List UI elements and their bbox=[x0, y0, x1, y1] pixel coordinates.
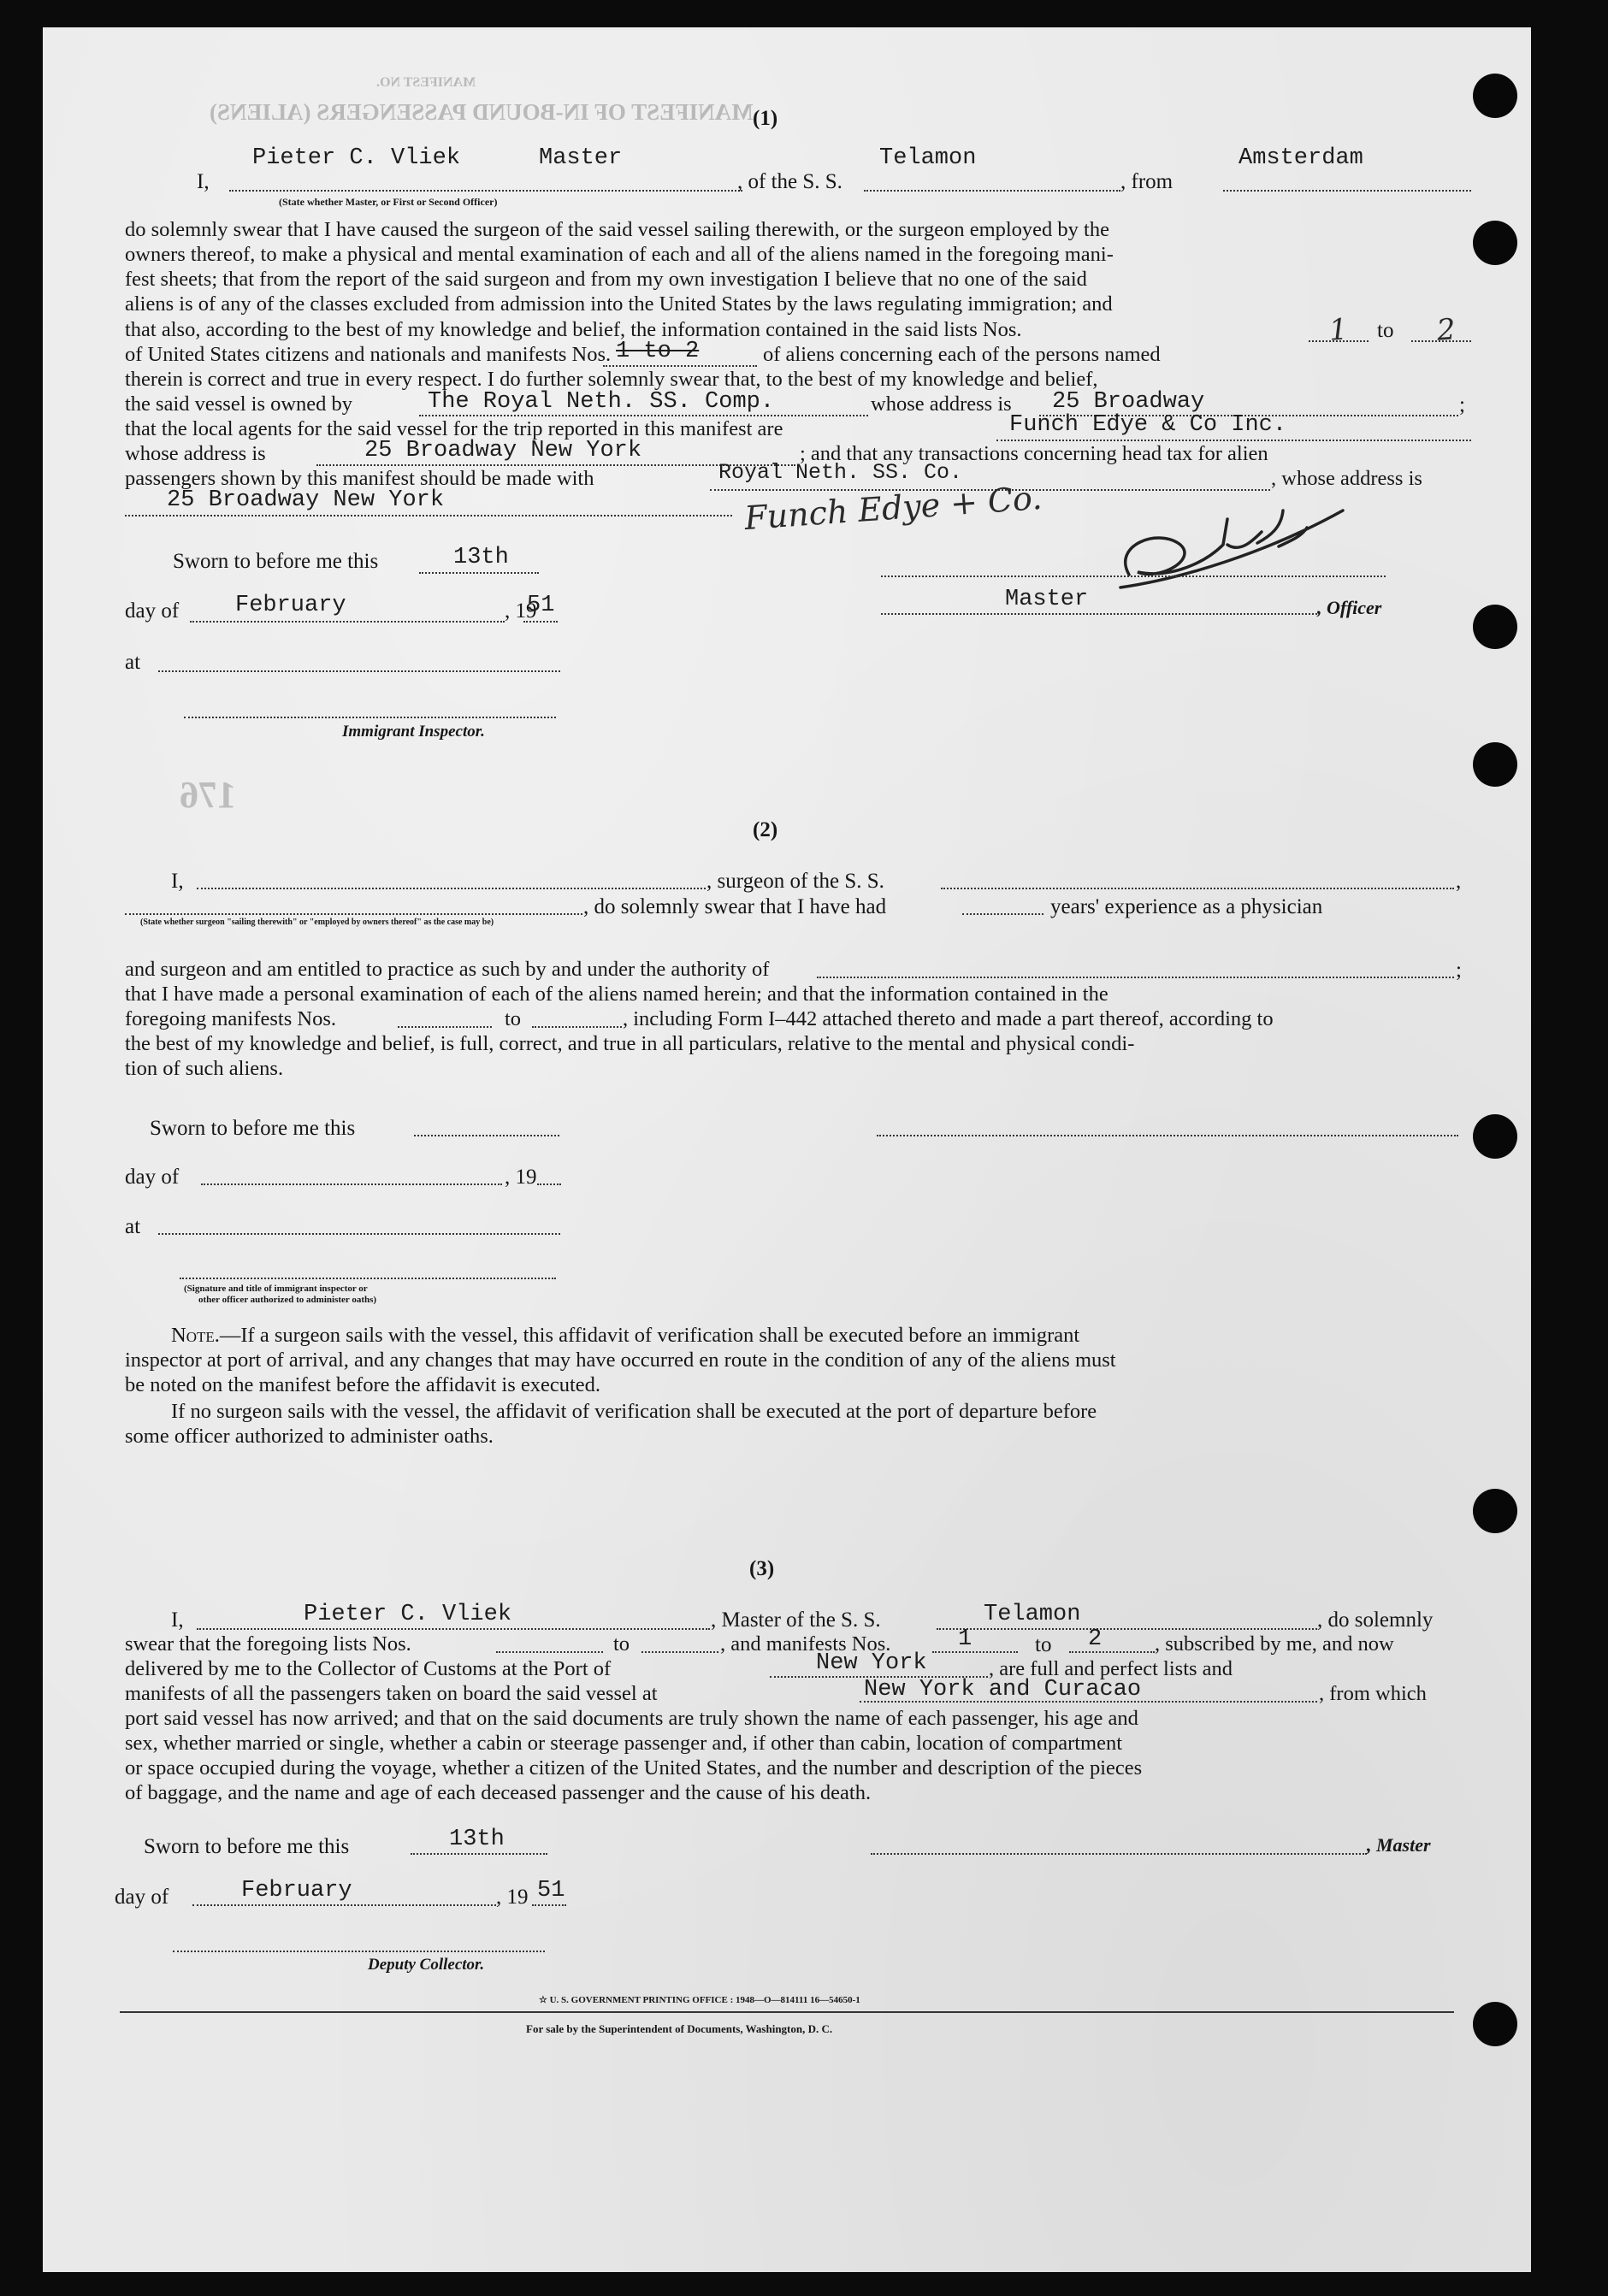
from-port-field: Amsterdam bbox=[1239, 145, 1363, 171]
s1-at-label: at bbox=[125, 651, 141, 674]
ghost-page-number: 176 bbox=[180, 774, 236, 816]
lists-from-field: 1 bbox=[1327, 312, 1350, 348]
s1-line12b: , whose address is bbox=[1271, 467, 1422, 490]
s2-sworn-label: Sworn to before me this bbox=[150, 1117, 356, 1140]
s3-sworn-day-line bbox=[411, 1853, 547, 1855]
s2-line5c: , including Form I–442 attached thereto and made a part thereof, according to bbox=[623, 1007, 1274, 1030]
s3-year-prefix: , 19 bbox=[496, 1886, 529, 1909]
master-name-field: Pieter C. Vliek bbox=[252, 145, 461, 171]
s1-line6: that also, according to the best of my knowledge and belief, the information contained in the said lists Nos. bbox=[125, 318, 1022, 341]
s3-master-label: , Master bbox=[1367, 1834, 1431, 1856]
owner-address-field: 25 Broadway bbox=[1052, 389, 1205, 415]
s2-sig-caption-1: (Signature and title of immigrant inspector or bbox=[184, 1284, 368, 1294]
lists-to-label: to bbox=[1377, 319, 1394, 342]
s1-year-prefix: , 19 bbox=[505, 599, 537, 623]
officer-label: , Officer bbox=[1317, 597, 1382, 618]
s3-line3b: , are full and perfect lists and bbox=[989, 1657, 1233, 1680]
master-signature-line bbox=[881, 575, 1386, 577]
s2-comma: , bbox=[1456, 870, 1462, 893]
s3-manifests-to-line bbox=[1069, 1651, 1155, 1653]
s1-line4: fest sheets; that from the report of the said surgeon and from my own investigation I believe that no one of the said bbox=[125, 268, 1087, 291]
head-tax-with-field: Royal Neth. SS. Co. bbox=[718, 460, 963, 485]
of-the-ss-label: , of the S. S. bbox=[737, 170, 842, 193]
s1-year-field: 51 bbox=[527, 593, 555, 618]
s1-line3: owners thereof, to make a physical and mental examination of each and all of the aliens named in the foregoing mani- bbox=[125, 243, 1114, 266]
lists-to-line bbox=[1411, 340, 1471, 342]
s1-year-line bbox=[523, 621, 558, 623]
from-label: , from bbox=[1120, 170, 1173, 193]
s2-years-line bbox=[962, 913, 1043, 915]
agents-address-field: 25 Broadway New York bbox=[364, 438, 642, 463]
s3-do-solemnly: , do solemnly bbox=[1317, 1608, 1434, 1632]
footer-rule bbox=[120, 2011, 1454, 2013]
s2-line5a: foregoing manifests Nos. bbox=[125, 1007, 336, 1030]
s1-line2: do solemnly swear that I have caused the surgeon of the said vessel sailing therewith, or the surgeon employed by the bbox=[125, 218, 1109, 241]
section-2-number: (2) bbox=[753, 818, 778, 841]
s1-line9a: the said vessel is owned by bbox=[125, 393, 353, 416]
s1-day-of-label: day of bbox=[125, 599, 180, 623]
s3-sworn-day-field: 13th bbox=[449, 1827, 505, 1852]
binder-hole-1 bbox=[1473, 74, 1517, 118]
note1-line1 bbox=[171, 1325, 1079, 1347]
s3-month-line bbox=[192, 1904, 496, 1906]
s2-line6: the best of my knowledge and belief, is full, correct, and true in all particulars, relative to the mental and physical condi- bbox=[125, 1032, 1135, 1055]
note2-line2: some officer authorized to administer oaths. bbox=[125, 1425, 494, 1448]
s2-line4: that I have made a personal examination of each of the aliens named herein; and that the information contained in the bbox=[125, 983, 1108, 1006]
s2-surgeon-of: , surgeon of the S. S. bbox=[706, 870, 884, 893]
s1-line5: aliens is of any of the classes excluded from admission into the United States by the laws regulating immigration; and bbox=[125, 292, 1113, 316]
binder-hole-7 bbox=[1473, 2002, 1517, 2046]
s3-vessel-name-field: Telamon bbox=[984, 1602, 1081, 1627]
s3-port-field: New York bbox=[816, 1650, 927, 1676]
s2-swear-had: , do solemnly swear that I have had bbox=[583, 895, 887, 918]
s1-month-line bbox=[190, 621, 505, 623]
note1-text: —If a surgeon sails with the vessel, this affidavit of verification shall be executed before an immigrant bbox=[219, 1324, 1080, 1347]
form-page bbox=[43, 27, 1531, 2272]
s2-i-label: I, bbox=[171, 870, 184, 893]
vessel-name-field: Telamon bbox=[879, 145, 977, 171]
owner-line bbox=[419, 415, 868, 416]
s1-line8: therein is correct and true in every respect. I do further solemnly swear that, to the best of my knowledge and belief, bbox=[125, 368, 1098, 391]
s2-at-line bbox=[158, 1233, 560, 1235]
s1-line9b: whose address is bbox=[871, 393, 1012, 416]
note1-line3: be noted on the manifest before the affidavit is executed. bbox=[125, 1373, 601, 1396]
s1-line7a: of United States citizens and nationals and manifests Nos. bbox=[125, 343, 612, 366]
section-3-number: (3) bbox=[749, 1557, 775, 1580]
intro-i: I, bbox=[197, 170, 210, 193]
s1-at-line bbox=[158, 670, 560, 672]
section-1-body bbox=[125, 217, 1459, 316]
s2-vessel-line bbox=[941, 888, 1454, 889]
s3-manifests-from-line bbox=[932, 1651, 1018, 1653]
s2-at-label: at bbox=[125, 1215, 141, 1238]
lists-to-field: 2 bbox=[1435, 312, 1457, 348]
inspector-signature-line bbox=[184, 717, 556, 718]
s2-line5b: to bbox=[505, 1007, 522, 1030]
s3-vessel-line bbox=[937, 1628, 1317, 1630]
s1-line10a: that the local agents for the said vessel for the trip reported in this manifest are bbox=[125, 417, 783, 440]
s2-year-line bbox=[537, 1183, 561, 1185]
ghost-manifest-title: MANIFEST OF IN-BOUND PASSENGERS (ALIENS) bbox=[210, 99, 754, 125]
head-tax-handwritten: Funch Edye + Co. bbox=[742, 478, 1043, 538]
s3-line7: or space occupied during the voyage, whether a citizen of the United States, and the number and description of the pieces bbox=[125, 1756, 1143, 1780]
s3-boarded-at-line bbox=[860, 1701, 1317, 1703]
note-label: Note. bbox=[171, 1324, 220, 1347]
officer-title-field: Master bbox=[1005, 587, 1089, 612]
s2-sig-caption-2: other officer authorized to administer oaths) bbox=[198, 1295, 377, 1305]
binder-hole-3 bbox=[1473, 605, 1517, 649]
manifests-range-line bbox=[603, 365, 757, 367]
s3-line4a: manifests of all the passengers taken on board the said vessel at bbox=[125, 1682, 658, 1705]
s3-line4b: , from which bbox=[1319, 1682, 1427, 1705]
master-rank-field: Master bbox=[539, 145, 623, 171]
s3-i-label: I, bbox=[171, 1608, 184, 1632]
s1-sworn-label: Sworn to before me this bbox=[173, 550, 379, 573]
s3-master-sig-line bbox=[871, 1853, 1367, 1855]
s3-master-name-line bbox=[197, 1628, 710, 1630]
s3-line6: sex, whether married or single, whether a cabin or steerage passenger and, if other than cabin, location of compartment bbox=[125, 1732, 1123, 1755]
s3-boarded-at-field: New York and Curacao bbox=[864, 1677, 1142, 1703]
s1-sworn-day-field: 13th bbox=[453, 545, 509, 570]
agents-line bbox=[996, 440, 1471, 441]
vessel-name-line bbox=[864, 190, 1120, 192]
s2-inspector-sig-line bbox=[180, 1278, 556, 1279]
s2-sworn-line bbox=[414, 1135, 559, 1136]
s3-lists-from-line bbox=[496, 1651, 603, 1653]
s2-name-line bbox=[197, 888, 706, 889]
gpo-imprint: ☆ U. S. GOVERNMENT PRINTING OFFICE : 1948—O—814111 16—54650-1 bbox=[539, 1995, 860, 2005]
s3-manifests-from-field: 1 bbox=[958, 1626, 972, 1652]
owner-field: The Royal Neth. SS. Comp. bbox=[428, 389, 775, 415]
s3-month-field: February bbox=[241, 1878, 352, 1903]
s3-to-word: to bbox=[1035, 1633, 1052, 1656]
agents-field: Funch Edye & Co Inc. bbox=[1009, 412, 1287, 438]
binder-hole-2 bbox=[1473, 221, 1517, 265]
s2-semicolon: ; bbox=[1456, 959, 1462, 982]
note2-line1: If no surgeon sails with the vessel, the affidavit of verification shall be executed at the port of departure before bbox=[171, 1400, 1097, 1423]
s2-month-line bbox=[201, 1183, 502, 1185]
head-tax-address-line bbox=[125, 515, 732, 516]
rank-caption: (State whether Master, or First or Second Officer) bbox=[279, 196, 498, 208]
s3-day-of-label: day of bbox=[115, 1886, 169, 1909]
manifests-range-field: 1 to 2 bbox=[616, 339, 700, 364]
s3-sworn-label: Sworn to before me this bbox=[144, 1835, 350, 1858]
s3-line2b: to bbox=[613, 1632, 630, 1656]
s3-lists-to-line bbox=[641, 1651, 718, 1653]
master-name-line bbox=[229, 190, 742, 192]
s2-line7: tion of such aliens. bbox=[125, 1057, 284, 1080]
s1-line12a: passengers shown by this manifest should be made with bbox=[125, 467, 594, 490]
s1-line11b: ; and that any transactions concerning head tax for alien bbox=[800, 442, 1268, 465]
note1-line2: inspector at port of arrival, and any changes that may have occurred en route in the condition of any of the aliens must bbox=[125, 1349, 1116, 1372]
lists-from-line bbox=[1309, 340, 1369, 342]
binder-hole-4 bbox=[1473, 742, 1517, 787]
s3-line2a: swear that the foregoing lists Nos. bbox=[125, 1632, 411, 1656]
s3-collector-label: Deputy Collector. bbox=[368, 1956, 485, 1974]
s3-collector-sig-line bbox=[173, 1951, 545, 1952]
s3-line2d: , subscribed by me, and now bbox=[1155, 1632, 1394, 1656]
binder-hole-6 bbox=[1473, 1489, 1517, 1533]
s3-year-field: 51 bbox=[537, 1878, 565, 1903]
section-1-number: (1) bbox=[753, 107, 778, 130]
binder-hole-5 bbox=[1473, 1114, 1517, 1159]
s2-manifest-to-line bbox=[532, 1026, 622, 1028]
s3-line2c: , and manifests Nos. bbox=[720, 1632, 891, 1656]
s1-sworn-day-line bbox=[419, 572, 539, 574]
s1-line7b: of aliens concerning each of the persons named bbox=[763, 343, 1161, 366]
s2-officer-sig-line bbox=[877, 1135, 1458, 1136]
s2-caption: (State whether surgeon "sailing therewith" or "employed by owners thereof" as the case may be) bbox=[140, 918, 494, 927]
for-sale-note: For sale by the Superintendent of Documents, Washington, D. C. bbox=[526, 2022, 833, 2035]
s1-month-field: February bbox=[235, 593, 346, 618]
head-tax-address-field: 25 Broadway New York bbox=[167, 487, 445, 513]
s2-day-of-label: day of bbox=[125, 1166, 180, 1189]
s3-line5: port said vessel has now arrived; and that on the said documents are truly shown the name of each passenger, his age and bbox=[125, 1707, 1138, 1730]
s1-semicolon: ; bbox=[1459, 393, 1465, 416]
s2-status-line bbox=[125, 913, 582, 915]
s3-master-name-field: Pieter C. Vliek bbox=[304, 1602, 512, 1627]
s3-line3a: delivered by me to the Collector of Customs at the Port of bbox=[125, 1657, 612, 1680]
ghost-manifest-no: MANIFEST NO. bbox=[376, 75, 476, 90]
s2-authority-line bbox=[817, 977, 1454, 978]
s2-year-prefix: , 19 bbox=[505, 1166, 537, 1189]
from-port-line bbox=[1223, 190, 1471, 192]
s3-master-of: , Master of the S. S. bbox=[711, 1608, 881, 1632]
s3-manifests-to-field: 2 bbox=[1088, 1626, 1103, 1652]
s2-line3: and surgeon and am entitled to practice as such by and under the authority of bbox=[125, 958, 770, 981]
s3-line8: of baggage, and the name and age of each deceased passenger and the cause of his death. bbox=[125, 1781, 872, 1804]
s1-line11a: whose address is bbox=[125, 442, 266, 465]
s3-year-line bbox=[532, 1904, 566, 1906]
s2-manifest-from-line bbox=[398, 1026, 492, 1028]
officer-title-line bbox=[881, 613, 1317, 615]
inspector-label: Immigrant Inspector. bbox=[342, 723, 485, 741]
s2-years-exp: years' experience as a physician bbox=[1050, 895, 1323, 918]
